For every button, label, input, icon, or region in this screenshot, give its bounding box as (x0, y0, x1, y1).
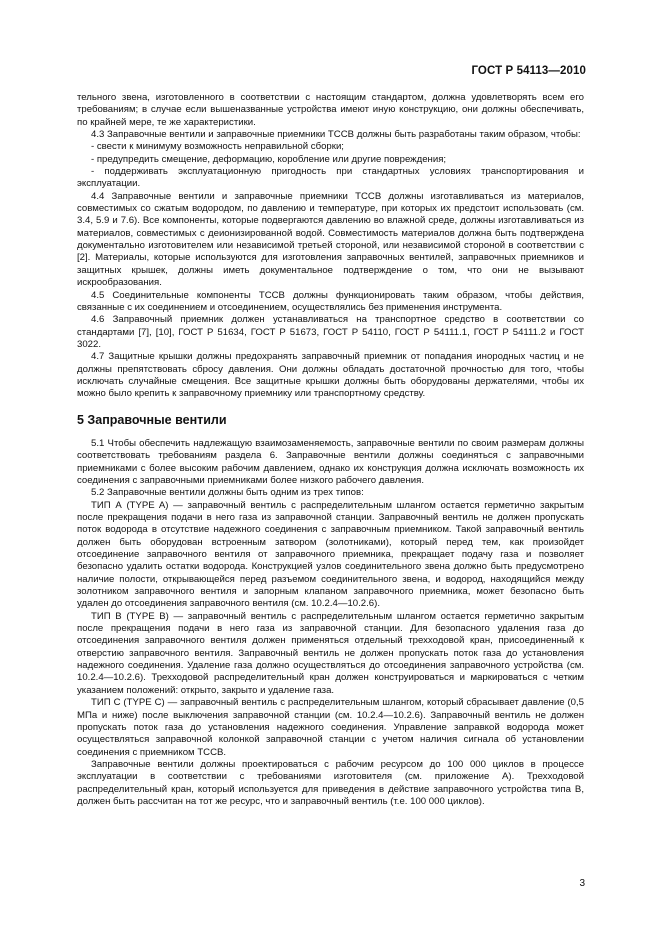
paragraph-type-a: ТИП А (TYPE A) — заправочный вентиль с распределительным шлангом остается герметично закрытым после прекращения подачи в него газа из заправочной станции. Заправочный вентиль не должен пропускать поток водорода в отсутствие надежного соединения с заправочным приемником. Такой заправочный вентиль должен быть оборудован встроенным затвором (золотниками), который перед тем, как произойдет отсоединение заправочного вентиля от заправочного приемника, прекращает подачу газа и позволяет безопасно удалить остатки водорода. Конструкцией узлов соединительного звена должно быть предусмотрено наличие полости, открывающейся перед разъемом соединительного звена, и водород, находящийся между золотником заправочного вентиля и запорным клапаном заправочного приемника, может безопасно быть удален до отсоединения заправочного вентиля (см. 10.2.4—10.2.6). (77, 499, 584, 610)
page-header: ГОСТ Р 54113—2010 (471, 65, 586, 77)
paragraph-4-6: 4.6 Заправочный приемник должен устанавливаться на транспортное средство в соответствии со стандартами [7], [10], ГОСТ Р 51634, ГОСТ Р 51673, ГОСТ Р 54110, ГОСТ Р 54111.1, ГОСТ Р 54111.2 и ГОСТ 3022. (77, 314, 584, 350)
paragraph-4-5: 4.5 Соединительные компоненты ТССВ должны функционировать таким образом, чтобы действия, связанные с их соединением и отсоединением, осуществлялись без применения инструмента. (77, 289, 584, 313)
paragraph-continued: тельного звена, изготовленного в соответствии с настоящим стандартом, должна удовлетворять всем его требованиям; в случае если вышеназванные устройства имеют иную конструкцию, они должны обеспечивать, по крайней мере, те же характеристики. (77, 92, 584, 128)
paragraph-5-1: 5.1 Чтобы обеспечить надлежащую взаимозаменяемость, заправочные вентили по своим размерам должны соответствовать требованиям раздела 6. Заправочные вентили должны соединяться с заправочными приемниками с более высоким рабочим давлением, однако их конструкция должна исключать возможность их соединения с заправочными приемниками более низкого рабочего давления. (77, 437, 584, 486)
paragraph-resource: Заправочные вентили должны проектироваться с рабочим ресурсом до 100 000 циклов в процессе эксплуатации в соответствии с требованиями изготовителя (см. приложение А). Трехходовой распределительный кран, который используется для приведения в действие заправочного устройства типа В, должен быть рассчитан на тот же ресурс, что и заправочный вентиль (т.е. 100 000 циклов). (77, 758, 584, 807)
paragraph-4-3: 4.3 Заправочные вентили и заправочные приемники ТССВ должны быть разработаны таким образом, чтобы: (91, 129, 581, 141)
paragraph-4-7: 4.7 Защитные крышки должны предохранять заправочный приемник от попадания инородных частиц и не должны препятствовать сбросу давления. Они должны обладать достаточной прочностью для того, чтобы исключать случайные смещения. Все защитные крышки должны быть оборудованы держателями, чтобы их можно было крепить к заправочному приемнику или транспортному средству. (77, 351, 584, 400)
list-item-2: - предупредить смещение, деформацию, коробление или другие повреждения; (91, 153, 447, 165)
paragraph-4-4: 4.4 Заправочные вентили и заправочные приемники ТССВ должны изготавливаться из материалов, совместимых со сжатым водородом, по давлению и температуре, при которых их предстоит использовать (см. 3.4, 5.9 и 7.6). Все компоненты, которые подвергаются давлению во влажной среде, должны изготавливаться из материалов, совместимых с деионизированной водой. Совместимость материалов должна быть подтверждена документально изготовителем или независимой третьей стороной, или независимой стороной в соответствии с [2]. Материалы, которые используются для изготовления заправочных вентилей, заправочных приемников и защитных крышек, должны иметь документальное подтверждение о том, что они не вызывают искрообразования. (77, 190, 584, 289)
list-item-3: - поддерживать эксплуатационную пригодность при стандартных условиях транспортирования и эксплуатации. (77, 166, 584, 190)
page-number: 3 (579, 878, 585, 889)
section-5-heading: 5 Заправочные вентили (77, 412, 227, 427)
page-content (77, 92, 584, 808)
paragraph-type-b: ТИП В (TYPE B) — заправочный вентиль с распределительным шлангом остается герметично закрытым после прекращения подачи в него газа из заправочной станции. Для безопасного удаления газа до отсоединения заправочного вентиля должен применяться отдельный трехходовой кран, присоединенный к отверстию заправочного вентиля. Заправочный вентиль не должен пропускать поток газа до установления надежного соединения. Удаление газа должно осуществляться до отсоединения заправочного устройства (см. 10.2.4—10.2.6). Трехходовой распределительный кран должен конструироваться и маркироваться с четким указанием положений: открыто, закрыто и удаление газа. (77, 610, 584, 696)
paragraph-5-2: 5.2 Заправочные вентили должны быть одним из трех типов: (91, 487, 364, 499)
paragraph-type-c: ТИП С (TYPE C) — заправочный вентиль с распределительным шлангом, который сбрасывает давление (0,5 МПа и ниже) после выключения заправочной станции (см. 10.2.4—10.2.6). Заправочный вентиль не должен пропускать поток газа до установления надежного соединения. Управление заправкой водорода может осуществляться заправочной колонкой заправочной станции с учетом наличия сигнала об установлении соединения с приемником ТССВ. (77, 697, 584, 758)
list-item-1: - свести к минимуму возможность неправильной сборки; (91, 141, 344, 153)
